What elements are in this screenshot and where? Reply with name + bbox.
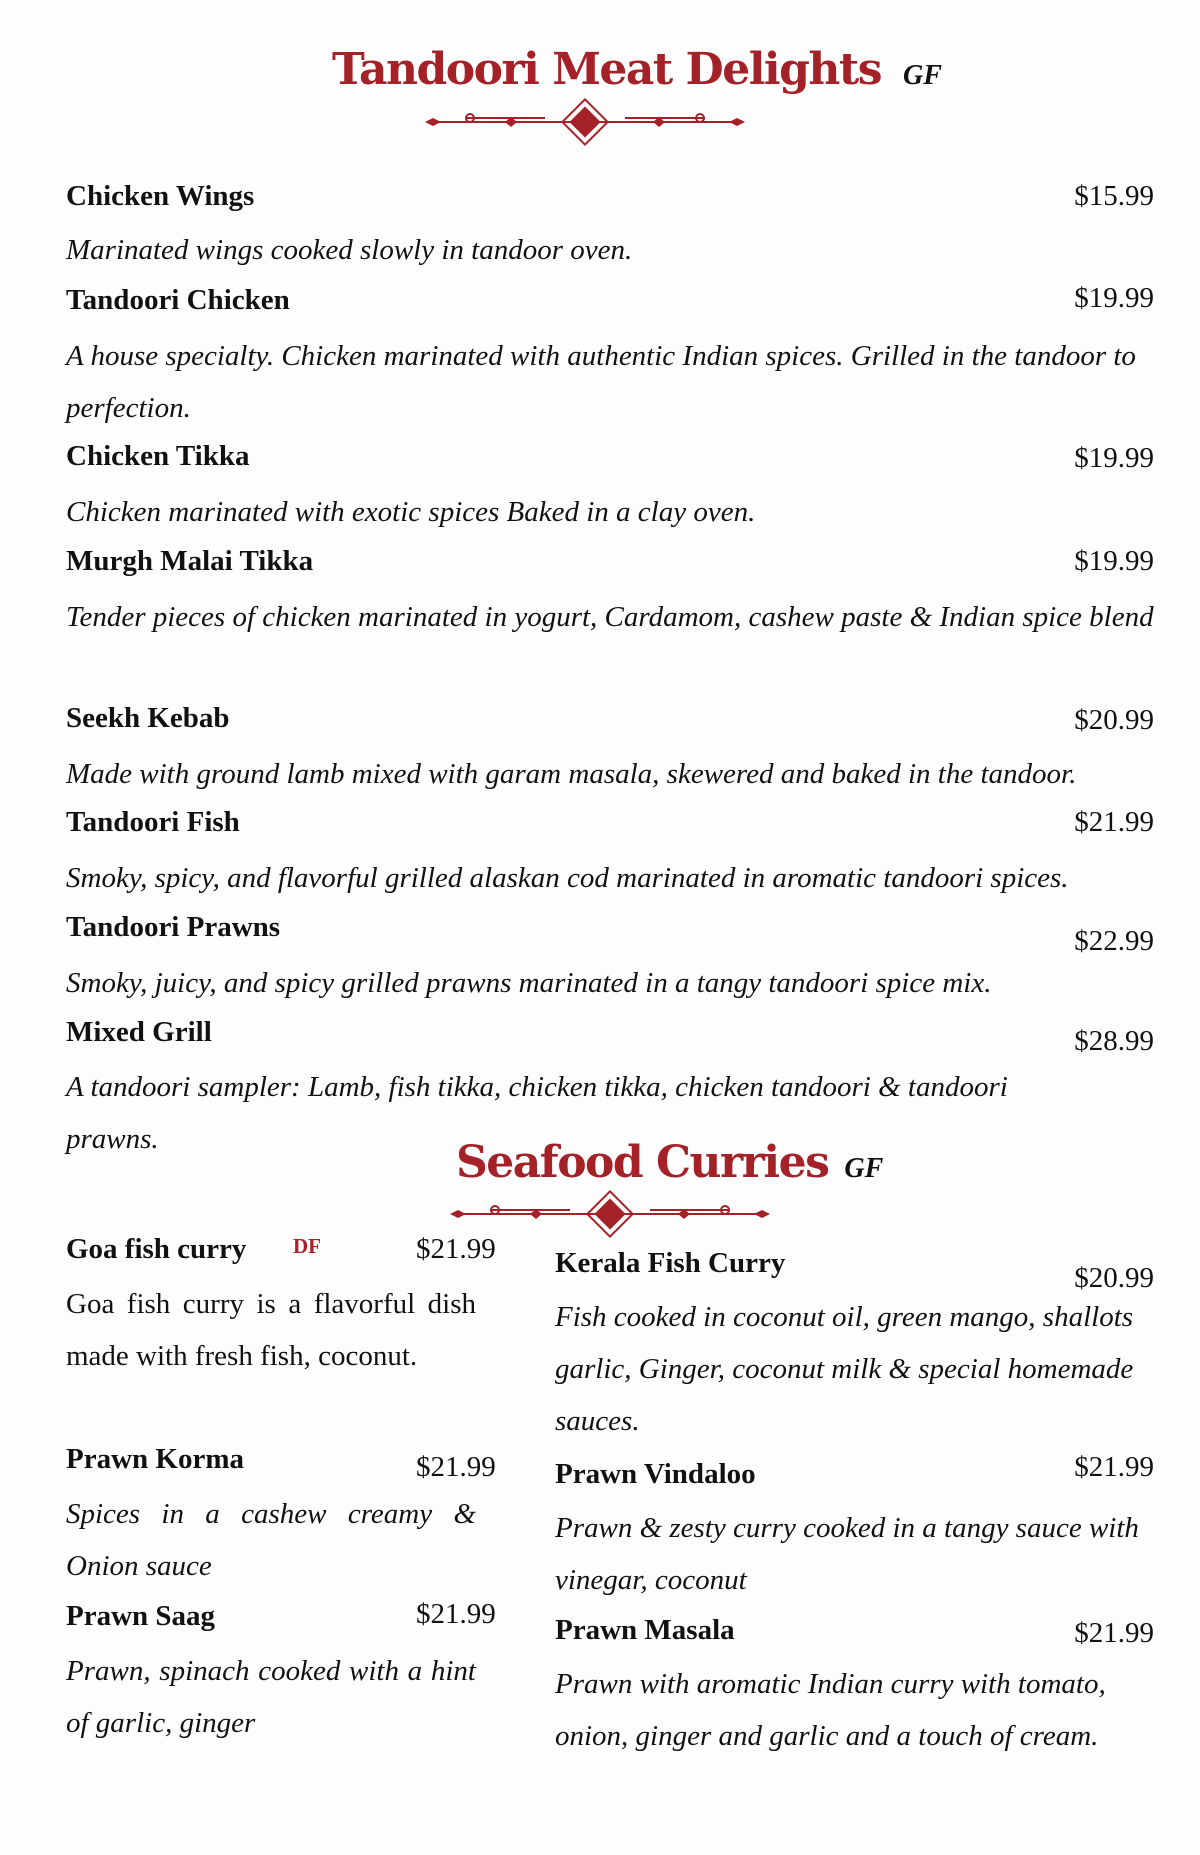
item-description: Prawn & zesty curry cooked in a tangy sauce with vinegar, coconut (555, 1512, 1139, 1596)
item-description: Spices in a cashew creamy & Onion sauce (66, 1498, 476, 1582)
item-description: A tandoori sampler: Lamb, fish tikka, chicken tikka, chicken tandoori & tandoori prawns. (66, 1071, 1008, 1155)
item-price: $20.99 (1074, 1262, 1154, 1294)
section-title-tandoori (332, 44, 942, 95)
item-description: Chicken marinated with exotic spices Baked in a clay oven. (66, 496, 756, 528)
item-price: $21.99 (1074, 1451, 1154, 1483)
section-heading: Tandoori Meat Delights (332, 44, 881, 95)
item-name: Prawn Masala (555, 1614, 735, 1646)
item-name: Goa fish curry (66, 1233, 247, 1265)
item-name: Mixed Grill (66, 1016, 212, 1048)
dairy-free-badge: DF (293, 1234, 321, 1258)
ornament-divider-icon (425, 98, 745, 148)
item-price: $21.99 (416, 1451, 496, 1483)
item-name: Kerala Fish Curry (555, 1247, 786, 1279)
item-description: Marinated wings cooked slowly in tandoor oven. (66, 234, 633, 266)
item-description: Goa fish curry is a flavorful dish made with fresh fish, coconut. (66, 1288, 476, 1372)
item-description: Made with ground lamb mixed with garam masala, skewered and baked in the tandoor. (66, 758, 1077, 790)
item-name: Prawn Korma (66, 1443, 244, 1475)
item-name: Tandoori Chicken (66, 284, 290, 316)
item-price: $21.99 (416, 1233, 496, 1265)
item-description: A house specialty. Chicken marinated with authentic Indian spices. Grilled in the tandoor to perfection. (66, 340, 1136, 424)
gluten-free-tag: GF (903, 60, 942, 91)
item-name: Tandoori Fish (66, 806, 240, 838)
item-price: $28.99 (1074, 1025, 1154, 1057)
item-price: $19.99 (1074, 545, 1154, 577)
item-price: $21.99 (1074, 806, 1154, 838)
item-price: $21.99 (416, 1598, 496, 1630)
item-price: $19.99 (1074, 442, 1154, 474)
item-description: Smoky, spicy, and flavorful grilled alaskan cod marinated in aromatic tandoori spices. (66, 862, 1069, 894)
item-name: Prawn Saag (66, 1600, 216, 1632)
section-title-seafood (456, 1137, 883, 1188)
item-description: Smoky, juicy, and spicy grilled prawns marinated in a tangy tandoori spice mix. (66, 967, 992, 999)
item-name: Seekh Kebab (66, 702, 230, 734)
item-price: $19.99 (1074, 282, 1154, 314)
item-name: Murgh Malai Tikka (66, 545, 314, 577)
item-description: Prawn with aromatic Indian curry with tomato, onion, ginger and garlic and a touch of cream. (555, 1668, 1106, 1752)
gluten-free-tag: GF (844, 1153, 884, 1184)
item-price: $20.99 (1074, 704, 1154, 736)
ornament-divider-icon (450, 1190, 770, 1240)
item-description: Fish cooked in coconut oil, green mango, shallots garlic, Ginger, coconut milk & special homemade sauces. (555, 1301, 1134, 1437)
item-price: $15.99 (1074, 180, 1154, 212)
item-price: $21.99 (1074, 1617, 1154, 1649)
item-name: Prawn Vindaloo (555, 1458, 756, 1490)
section-heading: Seafood Curries (456, 1137, 829, 1188)
item-description: Tender pieces of chicken marinated in yogurt, Cardamom, cashew paste & Indian spice blend (66, 601, 1154, 633)
item-name: Chicken Wings (66, 180, 255, 212)
item-name: Chicken Tikka (66, 440, 250, 472)
item-price: $22.99 (1074, 925, 1154, 957)
item-name: Tandoori Prawns (66, 911, 281, 943)
item-description: Prawn, spinach cooked with a hint of garlic, ginger (66, 1655, 476, 1739)
